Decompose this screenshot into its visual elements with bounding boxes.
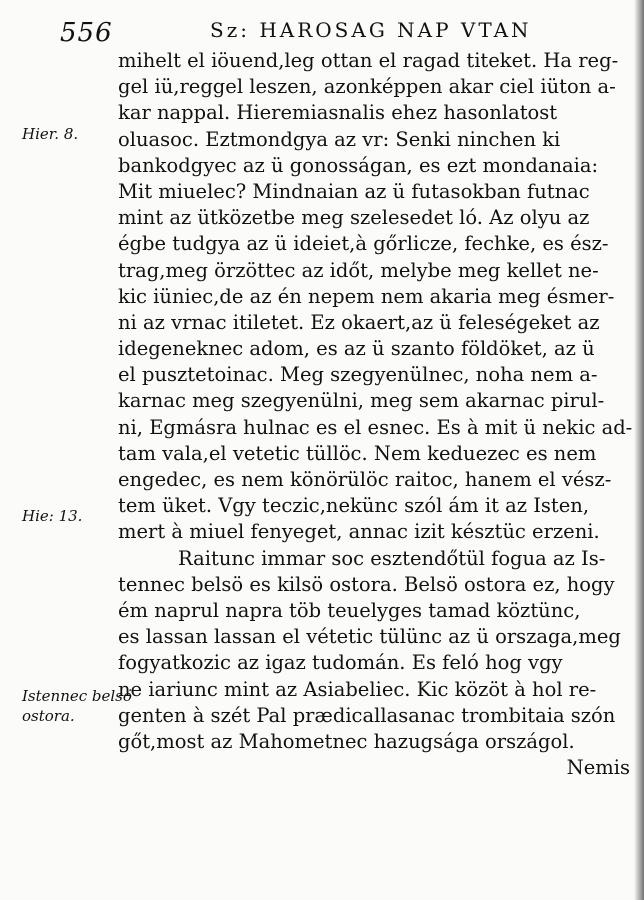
- text-line: idegeneknec adom, es az ü szanto földöket, az ü: [118, 337, 595, 361]
- text-line: el pusztetoinac. Meg szegyenülnec, noha nem a-: [118, 363, 598, 387]
- text-line: égbe tudgya az ü ideiet,à gőrlicze, fechke, es ész-: [118, 232, 609, 256]
- body-text: [118, 48, 638, 781]
- text-line: genten à szét Pal prædicallasanac trombitaia szón: [118, 703, 616, 727]
- text-line: ne iariunc mint az Asiabeliec. Kic közöt à hol re-: [118, 677, 597, 701]
- text-line: kic iüniec,de az én nepem nem akaria meg ésmer-: [118, 284, 615, 308]
- text-line: karnac meg szegyenülni, meg sem akarnac pirul-: [118, 389, 605, 413]
- text-line: trag,meg örzöttec az időt, melybe meg kellet ne-: [118, 258, 599, 282]
- text-line: tem üket. Vgy teczic,nekünc szól ám it az Isten,: [118, 494, 590, 518]
- text-line: gőt,most az Mahometnec hazugsága országol.: [118, 729, 575, 753]
- text-line: Mit miuelec? Mindnaian az ü futasokban futnac: [118, 179, 590, 203]
- text-line: engedec, es nem könörülöc raitoc, hanem el vész-: [118, 468, 612, 491]
- text-line: ém naprul napra töb teuelyges tamad köztünc,: [118, 598, 581, 622]
- text-line: mihelt el iöuend,leg ottan el ragad titeket. Ha reg-: [118, 49, 619, 72]
- text-line: ni, Egmásra hulnac es el esnec. Es à mit ü nekic ad-: [118, 415, 633, 439]
- margin-note-ostora: ostora.: [22, 707, 75, 725]
- text-line: bankodgyec az ü gonosságan, es ezt mondanaia:: [118, 153, 599, 177]
- margin-note-istennec-belso: Istennec belsö: [22, 687, 132, 705]
- text-line: es lassan lassan el vétetic tülünc az ü orszaga,meg: [118, 625, 621, 649]
- text-line: tennec belsö es kilsö ostora. Belsö ostora ez, hogy: [118, 572, 615, 596]
- page-edge-shadow: [634, 0, 644, 900]
- catchword: Nemis: [566, 756, 630, 780]
- margin-note-hie-13: Hie: 13.: [22, 507, 83, 525]
- text-line: fogyatkozic az igaz tudomán. Es feló hog vgy: [118, 651, 563, 675]
- page-number: 556: [60, 18, 113, 48]
- text-line: gel iü,reggel leszen, azonképpen akar ciel iüton a-: [118, 75, 616, 99]
- text-line: oluasoc. Eztmondgya az vr: Senki ninchen ki: [118, 127, 561, 151]
- paragraph-first-line: Raitunc immar soc esztendőtül fogua az Is-: [178, 546, 606, 570]
- text-line: ni az vrnac itiletet. Ez okaert,az ü feleségeket az: [118, 310, 600, 334]
- running-head: Sz: HAROSAG NAP VTAN: [210, 18, 532, 42]
- text-line: tam vala,el vetetic tüllöc. Nem keduezec es nem: [118, 441, 597, 465]
- margin-note-hier-8: Hier. 8.: [22, 125, 79, 143]
- text-line: mert à miuel fenyeget, annac izit késztüc erzeni.: [118, 520, 600, 544]
- text-line: mint az ütközetbe meg szelesedet ló. Az olyu az: [118, 206, 590, 230]
- text-line: kar nappal. Hieremiasnalis ehez hasonlatost: [118, 101, 558, 125]
